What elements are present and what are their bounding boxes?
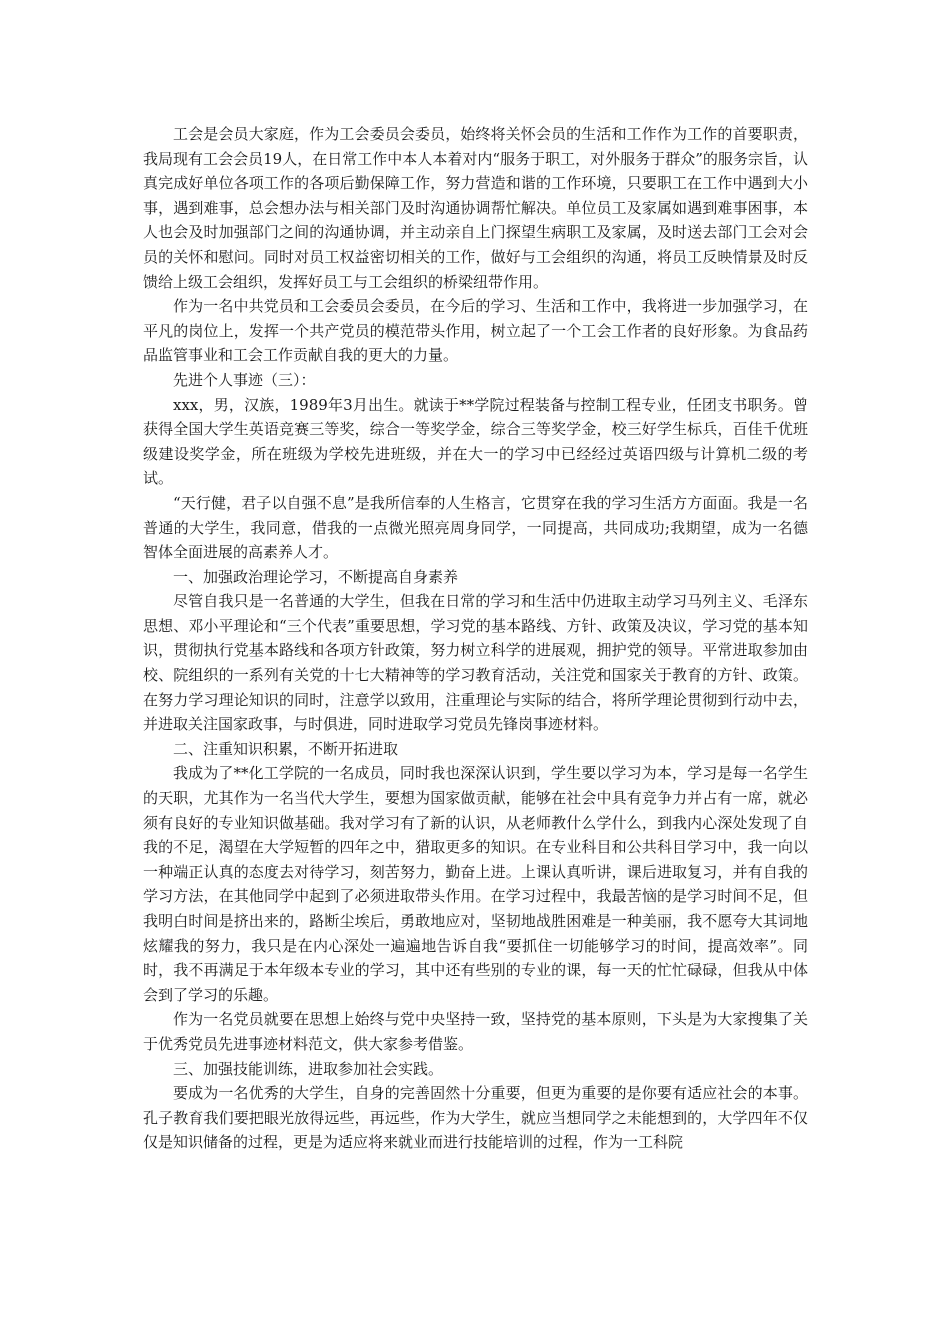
paragraph-union-role: 工会是会员大家庭，作为工会委员会委员，始终将关怀会员的生活和工作作为工作的首要职责，我局现有工会会员19人，在日常工作中本人本着对内“服务于职工，对外服务于群众”的服务宗旨，认真完成好单位各项工作的各项后勤保障工作，努力营造和谐的工作环境，只要职工在工作中遇到大小事，遇到难事，总会想办法与相关部门及时沟通协调帮忙解决。单位员工及家属如遇到难事困事，本人也会及时加强部门之间的沟通协调，并主动亲自上门探望生病职工及家属，及时送去部门工会对会员的关怀和慰问。同时对员工权益密切相关的工作，做好与工会组织的沟通，将员工反映情景及时反馈给上级工会组织，发挥好员工与工会组织的桥梁纽带作用。 [143,125,808,291]
paragraph-skill-training: 要成为一名优秀的大学生，自身的完善固然十分重要，但更为重要的是你要有适应社会的本事。孔子教育我们要把眼光放得远些，再远些，作为大学生，就应当想同学之未能想到的，大学四年不仅仅是知识储备的过程，更是为适应将来就业而进行技能培训的过程，作为一工科院 [143,1084,808,1152]
paragraph-party-consistency: 作为一名党员就要在思想上始终与党中央坚持一致，坚持党的基本原则，下头是为大家搜集了关于优秀党员先进事迹材料范文，供大家参考借鉴。 [143,1010,808,1053]
paragraph-political-study: 尽管自我只是一名普通的大学生，但我在日常的学习和生活中仍进取主动学习马列主义、毛泽东思想、邓小平理论和“三个代表”重要思想，学习党的基本路线、方针、政策及决议，学习党的基本知识，贯彻执行党基本路线和各项方针政策，努力树立科学的进展观，拥护党的领导。平常进取参加由校、院组织的一系列有关党的十七大精神等的学习教育活动，关注党和国家关于教育的方针、政策。在努力学习理论知识的同时，注意学以致用，注重理论与实际的结合，将所学理论贯彻到行动中去，并进取关注国家政事，与时俱进，同时进取学习党员先锋岗事迹材料。 [143,592,808,734]
section-title-advanced-individual: 先进个人事迹（三）： [173,370,316,389]
paragraph-party-member-commitment: 作为一名中共党员和工会委员会委员，在今后的学习、生活和工作中，我将进一步加强学习，在平凡的岗位上，发挥一个共产党员的模范带头作用，树立起了一个工会工作者的良好形象。为食品药品监管事业和工会工作贡献自我的更大的力量。 [143,297,808,365]
paragraph-knowledge-accumulation: 我成为了**化工学院的一名成员，同时我也深深认识到，学生要以学习为本，学习是每一名学生的天职，尤其作为一名当代大学生，要想为国家做贡献，能够在社会中具有竞争力并占有一席，就必须有良好的专业知识做基础。我对学习有了新的认识，从老师教什么学什么，到我内心深处发现了自我的不足，渴望在大学短暂的四年之中，猎取更多的知识。在专业科目和公共科目学习中，我一向以一种端正认真的态度去对待学习，刻苦努力，勤奋上进。上课认真听讲，课后进取复习，并有自我的学习方法，在其他同学中起到了必须进取带头作用。在学习过程中，我最苦恼的是学习时间不足，但我明白时间是挤出来的，路断尘埃后，勇敢地应对，坚韧地战胜困难是一种美丽，我不愿夸大其词地炫耀我的努力，我只是在内心深处一遍遍地告诉自我“要抓住一切能够学习的时间，提高效率”。同时，我不再满足于本年级本专业的学习，其中还有些别的专业的课，每一天的忙忙碌碌，但我从中体会到了学习的乐趣。 [143,764,808,1004]
paragraph-student-profile: xxx，男，汉族，1989年3月出生。就读于**学院过程装备与控制工程专业，任团支书职务。曾获得全国大学生英语竞赛三等奖，综合一等奖学金，综合三等奖学金，校三好学生标兵，百佳千优班级建设奖学金，所在班级为学校先进班级，并在大一的学习中已经经过英语四级与计算机二级的考试。 [143,395,808,488]
document-body [143,122,808,1155]
paragraph-life-motto: “天行健，君子以自强不息”是我所信奉的人生格言，它贯穿在我的学习生活方方面面。我是一名普通的大学生，我同意，借我的一点微光照亮周身同学，一同提高，共同成功;我期望，成为一名德智体全面进展的高素养人才。 [143,493,808,562]
heading-knowledge-accumulation: 二、注重知识积累，不断开拓进取 [173,739,399,758]
heading-skill-training: 三、加强技能训练，进取参加社会实践。 [173,1059,444,1078]
heading-political-study: 一、加强政治理论学习，不断提高自身素养 [173,567,459,586]
